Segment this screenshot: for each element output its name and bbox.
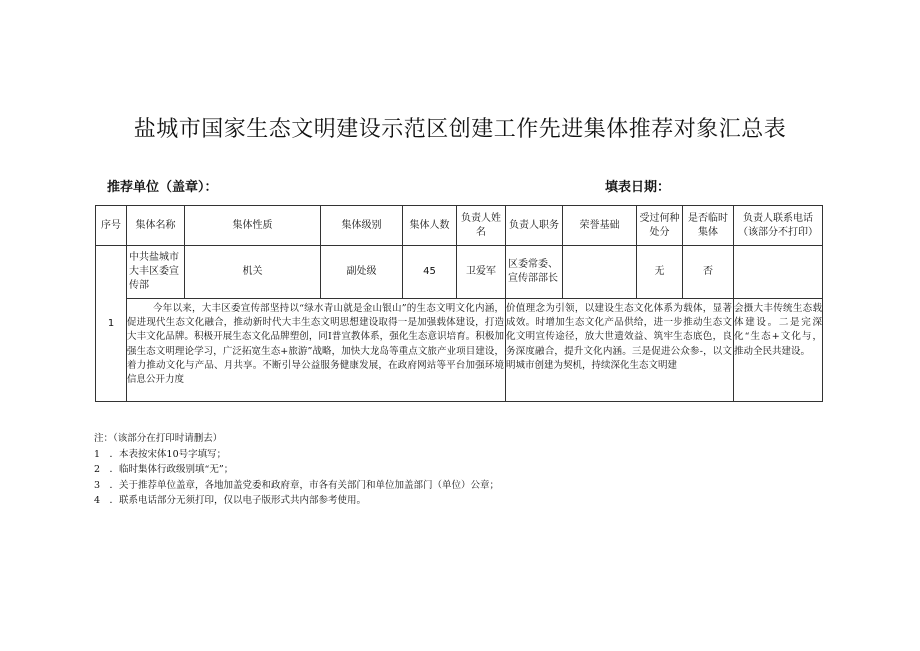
- deeds-text-column-2: 价值理念为引领，以建设生态文化体系为载体，显著成效。时增加生态文化产品供给，进一步推动生态文化文明宣传途径，放大世遗效益、筑牢生态底色，良务深度融合，提升文化内涵。三是促进公众参-，以文明城市创建为契机，持续深化生态文明建: [506, 303, 732, 371]
- row-temporary: 否: [703, 266, 713, 277]
- row-collective-nature: 机关: [242, 266, 263, 277]
- row-index: 1: [107, 317, 115, 329]
- row-leader-role: 区委常委、宣传部部长: [508, 259, 558, 284]
- row-collective-level: 副处级: [346, 266, 377, 277]
- header-collective-name: 集体名称: [135, 219, 176, 231]
- row-leader-phone: [734, 246, 822, 298]
- note-item: 2 ．临时集体行政级别填“无”；: [94, 464, 234, 476]
- row-leader-name: 卫爱军: [466, 266, 496, 277]
- summary-table: [95, 205, 823, 402]
- row-collective-name: 中共盐城市大丰区委宣传部: [129, 252, 179, 291]
- note-item: 1 ．本表按宋体10号字填写；: [94, 448, 227, 460]
- row-honor-basis: [563, 246, 636, 298]
- header-honor-basis: 荣誉基础: [579, 219, 620, 231]
- document-title: 盐城市国家生态文明建设示范区创建工作先进集体推荐对象汇总表: [133, 117, 787, 142]
- recommending-unit-label: 推荐单位（盖章）：: [107, 180, 218, 195]
- header-leader-name: 负责人姓名: [461, 212, 501, 238]
- row-collective-count: 45: [423, 266, 436, 277]
- note-heading: 注：（该部分在打印时请删去）: [94, 433, 223, 444]
- header-collective-level: 集体级别: [341, 219, 382, 231]
- note-item: 3 ．关于推荐单位盖章，各地加盖党委和政府章，市各有关部门和单位加盖部门（单位）公章；: [94, 479, 500, 491]
- header-punishment: 受过何种处分: [639, 212, 680, 238]
- fill-date-label: 填表日期：: [605, 180, 671, 195]
- notes-section: [94, 431, 654, 509]
- header-index: 序号: [101, 219, 121, 231]
- note-item: 4 ．联系电话部分无须打印，仅以电子版形式共内部参考使用。: [94, 495, 367, 507]
- header-temporary: 是否临时集体: [688, 212, 728, 238]
- header-collective-count: 集体人数: [409, 219, 450, 231]
- row-punishment: 无: [654, 266, 665, 277]
- header-leader-role: 负责人职务: [509, 219, 559, 231]
- deeds-text-column-3: 会摄大丰传统生态载体建设。二是完深化“生态+文化与，推动全民共建设。: [734, 303, 822, 357]
- deeds-text-column-1: 今年以来，大丰区委宣传部坚持以“绿水青山就是金山银山”的生态文明文化内涵，促进现代生态文化融合，推动新时代大丰生态文明思想建设取得一是加强载体建设，打造大丰文化品牌。积极开展生态文化品牌塑创，同Ⅰ普宣教体系，强化生态意识培育。积极加强生态文明理论学习，广泛拓宽生态+旅游”战略，加快大龙岛等重点文旅产业项目建设，着力推动文化与产品、月共享。不断引导公益服务健康发展，在政府网站等平台加强环境信息公开力度: [127, 303, 504, 386]
- header-collective-nature: 集体性质: [232, 219, 273, 231]
- header-leader-phone: 负责人联系电话（该部分不打印）: [738, 212, 818, 238]
